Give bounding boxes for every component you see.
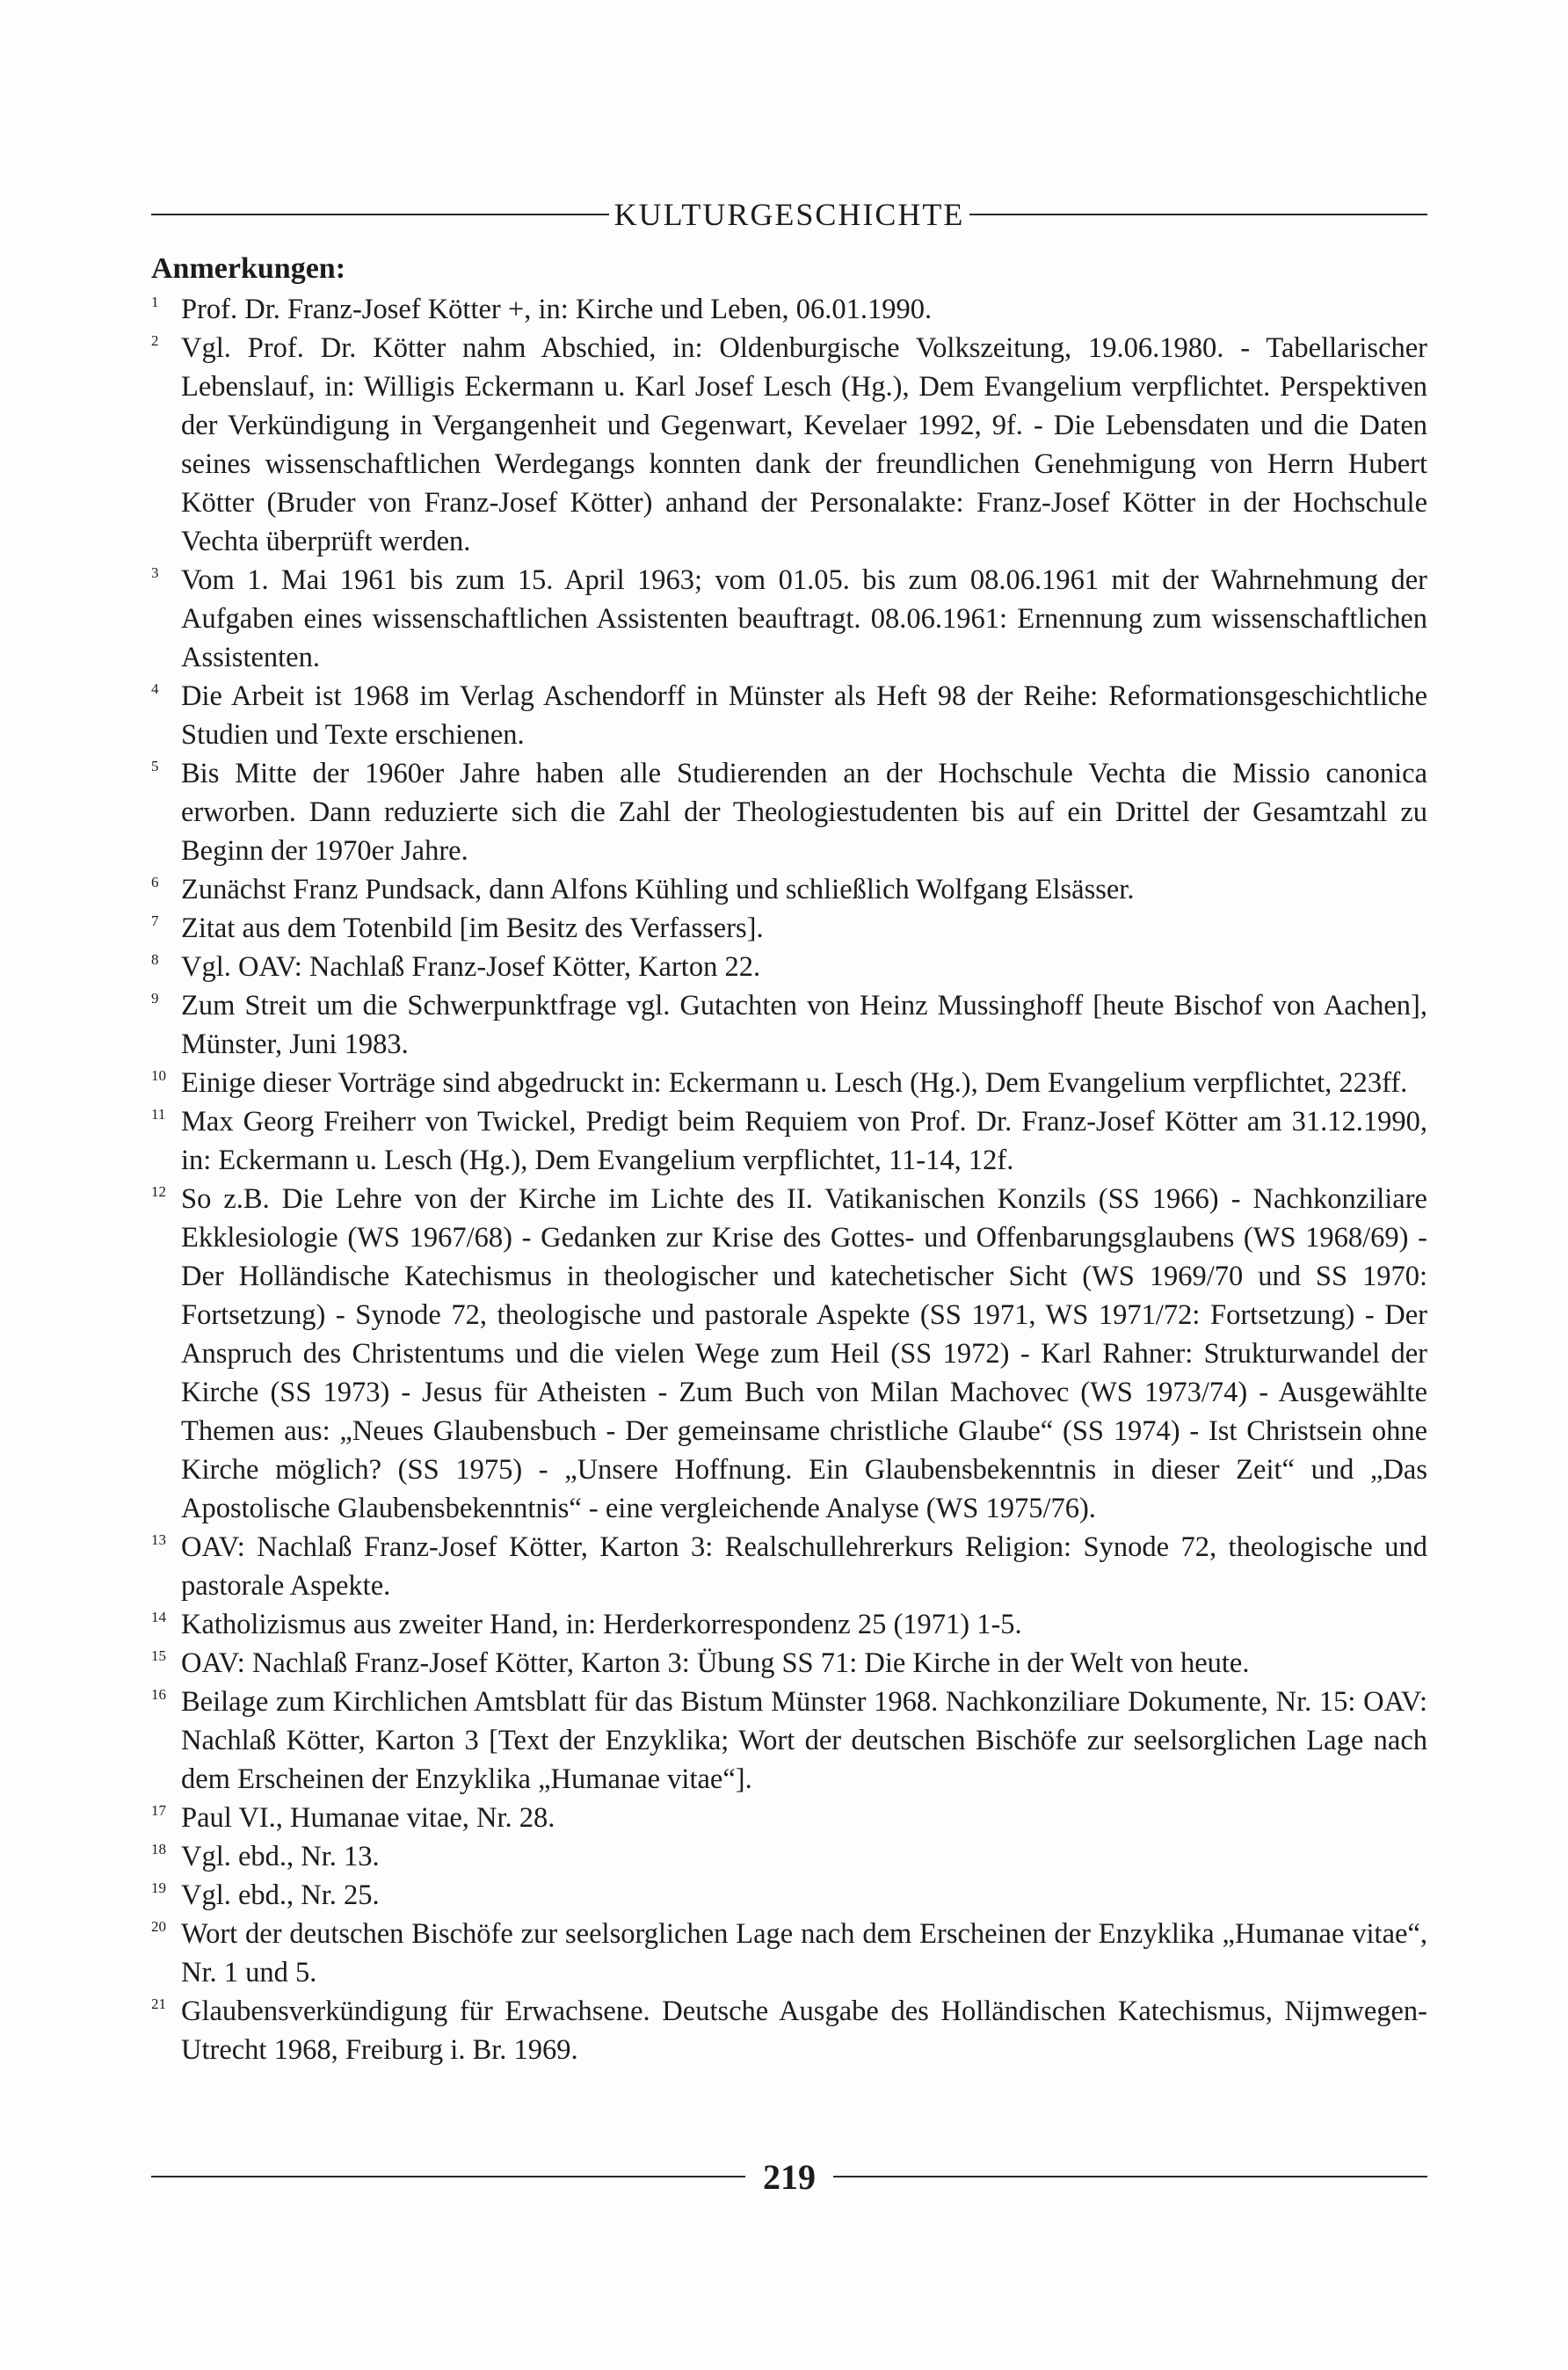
note-number: 16	[151, 1686, 166, 1703]
note-item	[151, 1876, 1427, 1915]
note-item	[151, 329, 1427, 561]
note-number: 18	[151, 1841, 166, 1857]
note-number: 7	[151, 912, 159, 929]
note-item	[151, 1837, 1427, 1876]
note-item	[151, 909, 1427, 948]
note-item	[151, 754, 1427, 870]
note-number: 5	[151, 758, 159, 774]
note-text: OAV: Nachlaß Franz-Josef Kötter, Karton 3: Realschullehrerkurs Religion: Synode 72, theologische und pastorale Aspekte.	[181, 1531, 1427, 1602]
running-head-title: KULTURGESCHICHTE	[613, 197, 965, 232]
note-text: Bis Mitte der 1960er Jahre haben alle Studierenden an der Hochschule Vechta die Missio canonica erworben. Dann reduzierte sich die Zahl der Theologiestudenten bis auf ein Drittel der Gesamtzahl zu Beginn der 1970er Jahre.	[181, 758, 1427, 867]
note-number: 12	[151, 1183, 166, 1200]
note-item	[151, 561, 1427, 677]
note-number: 9	[151, 990, 159, 1007]
note-number: 21	[151, 1996, 166, 2012]
note-number: 8	[151, 951, 159, 968]
note-number: 6	[151, 874, 159, 891]
running-head-rule-left	[151, 214, 609, 215]
note-text: Zum Streit um die Schwerpunktfrage vgl. Gutachten von Heinz Mussinghoff [heute Bischof von Aachen], Münster, Juni 1983.	[181, 990, 1427, 1060]
note-item	[151, 1605, 1427, 1644]
note-number: 13	[151, 1531, 166, 1548]
note-text: OAV: Nachlaß Franz-Josef Kötter, Karton 3: Übung SS 71: Die Kirche in der Welt von heute.	[181, 1647, 1250, 1679]
note-text: Vgl. ebd., Nr. 13.	[181, 1841, 380, 1872]
note-number: 3	[151, 564, 159, 581]
notes-heading: Anmerkungen:	[151, 252, 346, 285]
note-text: So z.B. Die Lehre von der Kirche im Lichte des II. Vatikanischen Konzils (SS 1966) - Nachkonziliare Ekklesiologie (WS 1967/68) - Gedanken zur Krise des Gottes- und Offenbarungsglaubens (WS 1968/69) - Der Holländische Katechismus in theologischer und katechetischer Sicht (WS 1969/70 und SS 1970: Fortsetzung) - Synode 72, theologische und pastorale Aspekte (SS 1971, WS 1971/72: Fortsetzung) - Der Anspruch des Christentums und die vielen Wege zum Heil (SS 1972) - Karl Rahner: Strukturwandel der Kirche (SS 1973) - Jesus für Atheisten - Zum Buch von Milan Machovec (WS 1973/74) - Ausgewählte Themen aus: „Neues Glaubensbuch - Der gemeinsame christliche Glaube“ (SS 1974) - Ist Christsein ohne Kirche möglich? (SS 1975) - „Unsere Hoffnung. Ein Glaubensbekenntnis in dieser Zeit“ und „Das Apostolische Glaubensbekenntnis“ - eine vergleichende Analyse (WS 1975/76).	[181, 1183, 1427, 1524]
note-number: 10	[151, 1067, 166, 1084]
note-number: 15	[151, 1647, 166, 1664]
endnotes-section	[151, 250, 1427, 2069]
footer-rule-left	[151, 2176, 745, 2177]
note-text: Zitat aus dem Totenbild [im Besitz des Verfassers].	[181, 912, 764, 944]
note-number: 1	[151, 294, 159, 310]
note-text: Die Arbeit ist 1968 im Verlag Aschendorff in Münster als Heft 98 der Reihe: Reformationsgeschichtliche Studien und Texte erschienen.	[181, 680, 1427, 751]
note-text: Beilage zum Kirchlichen Amtsblatt für das Bistum Münster 1968. Nachkonziliare Dokumente, Nr. 15: OAV: Nachlaß Kötter, Karton 3 [Text der Enzyklika; Wort der deutschen Bischöfe zur seelsorglichen Lage nach dem Erscheinen der Enzyklika „Humanae vitae“].	[181, 1686, 1427, 1795]
note-text: Prof. Dr. Franz-Josef Kötter +, in: Kirche und Leben, 06.01.1990.	[181, 294, 933, 325]
note-item	[151, 1180, 1427, 1528]
note-item	[151, 870, 1427, 909]
note-text: Vgl. OAV: Nachlaß Franz-Josef Kötter, Karton 22.	[181, 951, 761, 983]
note-text: Max Georg Freiherr von Twickel, Predigt beim Requiem von Prof. Dr. Franz-Josef Kötter am 31.12.1990, in: Eckermann u. Lesch (Hg.), Dem Evangelium verpflichtet, 11-14, 12f.	[181, 1106, 1427, 1176]
note-item	[151, 1064, 1427, 1102]
note-text: Vgl. ebd., Nr. 25.	[181, 1879, 380, 1911]
page-number: 219	[763, 2156, 816, 2197]
note-item	[151, 1683, 1427, 1799]
note-text: Katholizismus aus zweiter Hand, in: Herderkorrespondenz 25 (1971) 1-5.	[181, 1609, 1022, 1640]
note-number: 17	[151, 1802, 166, 1819]
note-item	[151, 1528, 1427, 1605]
notes-list	[151, 290, 1427, 2069]
note-number: 11	[151, 1106, 166, 1123]
note-text: Glaubensverkündigung für Erwachsene. Deutsche Ausgabe des Holländischen Katechismus, Nijmwegen-Utrecht 1968, Freiburg i. Br. 1969.	[181, 1996, 1427, 2066]
note-item	[151, 290, 1427, 329]
running-head-rule-right	[969, 214, 1427, 215]
note-item	[151, 948, 1427, 986]
note-item	[151, 1644, 1427, 1683]
note-text: Zunächst Franz Pundsack, dann Alfons Kühling und schließlich Wolfgang Elsässer.	[181, 874, 1135, 905]
note-item	[151, 1915, 1427, 1992]
note-item	[151, 1102, 1427, 1180]
note-text: Einige dieser Vorträge sind abgedruckt in: Eckermann u. Lesch (Hg.), Dem Evangelium verpflichtet, 223ff.	[181, 1067, 1408, 1099]
note-item	[151, 1799, 1427, 1837]
note-item	[151, 677, 1427, 754]
note-number: 2	[151, 332, 159, 349]
running-head	[151, 188, 1427, 241]
note-text: Vom 1. Mai 1961 bis zum 15. April 1963; vom 01.05. bis zum 08.06.1961 mit der Wahrnehmung der Aufgaben eines wissenschaftlichen Assistenten beauftragt. 08.06.1961: Ernennung zum wissenschaftlichen Assistenten.	[181, 564, 1427, 673]
note-number: 14	[151, 1609, 166, 1625]
note-item	[151, 1992, 1427, 2069]
note-text: Vgl. Prof. Dr. Kötter nahm Abschied, in: Oldenburgische Volkszeitung, 19.06.1980. - Tabellarischer Lebenslauf, in: Willigis Eckermann u. Karl Josef Lesch (Hg.), Dem Evangelium verpflichtet. Perspektiven der Verkündigung in Vergangenheit und Gegenwart, Kevelaer 1992, 9f. - Die Lebensdaten und die Daten seines wissenschaftlichen Werdegangs konnten dank der freundlichen Genehmigung von Herrn Hubert Kötter (Bruder von Franz-Josef Kötter) anhand der Personalakte: Franz-Josef Kötter in der Hochschule Vechta überprüft werden.	[181, 332, 1427, 557]
note-number: 4	[151, 680, 159, 697]
note-number: 19	[151, 1879, 166, 1896]
note-text: Paul VI., Humanae vitae, Nr. 28.	[181, 1802, 555, 1834]
page-footer	[151, 2150, 1427, 2203]
note-item	[151, 986, 1427, 1064]
note-number: 20	[151, 1918, 166, 1935]
note-text: Wort der deutschen Bischöfe zur seelsorglichen Lage nach dem Erscheinen der Enzyklika „Humanae vitae“, Nr. 1 und 5.	[181, 1918, 1427, 1988]
footer-rule-right	[833, 2176, 1427, 2177]
